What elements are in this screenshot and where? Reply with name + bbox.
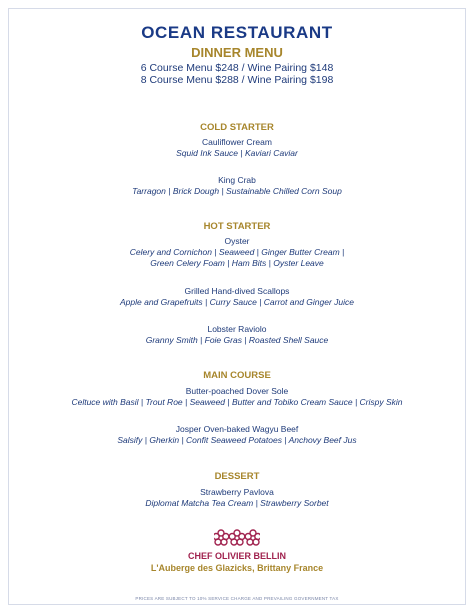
dish-details: Salsify | Gherkin | Confit Seaweed Potatoes | Anchovy Beef Jus (117, 435, 357, 445)
dish-name: Cauliflower Cream (202, 137, 272, 147)
dish-details: Celery and Cornichon | Seaweed | Ginger Butter Cream | (129, 247, 345, 257)
price-line-6-course: 6 Course Menu $248 / Wine Pairing $148 (140, 62, 334, 74)
chef-name: CHEF OLIVIER BELLIN (187, 551, 286, 561)
dish-name: Butter-poached Dover Sole (185, 386, 289, 396)
dish-details: Granny Smith | Foie Gras | Roasted Shell Sauce (145, 335, 329, 345)
footer-note: PRICES ARE SUBJECT TO 10% SERVICE CHARGE AND PREVAILING GOVERNMENT TAX (135, 596, 339, 601)
dish-name: Strawberry Pavlova (200, 487, 274, 497)
section-heading-dessert: DESSERT (214, 471, 260, 482)
dish-name: Lobster Raviolo (207, 324, 267, 334)
dish-name: King Crab (218, 175, 256, 185)
dish-details: Squid Ink Sauce | Kaviari Caviar (176, 148, 298, 158)
dish-details: Tarragon | Brick Dough | Sustainable Chilled Corn Soup (132, 186, 342, 196)
dish-name: Grilled Hand-dived Scallops (184, 286, 290, 296)
section-heading-cold-starter: COLD STARTER (200, 122, 274, 133)
dish-details: Diplomat Matcha Tea Cream | Strawberry Sorbet (145, 498, 329, 508)
section-heading-hot-starter: HOT STARTER (203, 221, 271, 232)
dish-name: Josper Oven-baked Wagyu Beef (175, 424, 299, 434)
menu-subtitle: DINNER MENU (191, 45, 283, 60)
chef-restaurant: L'Auberge des Glazicks, Brittany France (150, 563, 324, 573)
section-heading-main-course: MAIN COURSE (203, 370, 271, 381)
restaurant-title: OCEAN RESTAURANT (141, 23, 333, 42)
dish-details: Apple and Grapefruits | Curry Sauce | Carrot and Ginger Juice (119, 297, 355, 307)
dish-name: Oyster (224, 236, 250, 246)
dish-details: Celtuce with Basil | Trout Roe | Seaweed | Butter and Tobiko Cream Sauce | Crispy Skin (71, 397, 403, 407)
dish-details: Green Celery Foam | Ham Bits | Oyster Leave (150, 258, 324, 268)
michelin-flower-icon (214, 527, 260, 549)
price-line-8-course: 8 Course Menu $288 / Wine Pairing $198 (140, 74, 334, 86)
